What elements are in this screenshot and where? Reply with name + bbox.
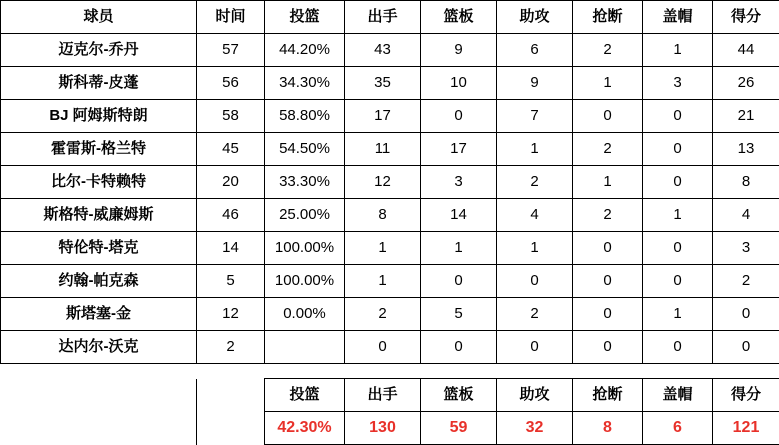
cell-player: 特伦特-塔克 xyxy=(1,232,197,265)
cell-rebounds: 3 xyxy=(421,166,497,199)
column-header-rebounds: 篮板 xyxy=(421,1,497,34)
cell-fg-pct: 25.00% xyxy=(265,199,345,232)
totals-header-points: 得分 xyxy=(713,379,779,412)
table-row xyxy=(1,34,779,67)
cell-blocks: 0 xyxy=(643,265,713,298)
cell-steals: 0 xyxy=(573,331,643,364)
cell-player: 霍雷斯-格兰特 xyxy=(1,133,197,166)
spacer-cell xyxy=(197,364,265,379)
cell-player: 斯格特-威廉姆斯 xyxy=(1,199,197,232)
cell-fg-pct xyxy=(265,331,345,364)
cell-assists: 7 xyxy=(497,100,573,133)
total-rebounds: 59 xyxy=(421,412,497,445)
cell-rebounds: 1 xyxy=(421,232,497,265)
column-header-blocks: 盖帽 xyxy=(643,1,713,34)
total-attempts: 130 xyxy=(345,412,421,445)
table-row xyxy=(1,331,779,364)
cell-attempts: 43 xyxy=(345,34,421,67)
cell-player: 斯塔塞-金 xyxy=(1,298,197,331)
cell-points: 3 xyxy=(713,232,779,265)
header-row xyxy=(1,1,779,34)
cell-rebounds: 17 xyxy=(421,133,497,166)
spacer-cell xyxy=(713,364,779,379)
cell-assists: 0 xyxy=(497,265,573,298)
cell-attempts: 8 xyxy=(345,199,421,232)
cell-player: 迈克尔-乔丹 xyxy=(1,34,197,67)
cell-fg-pct: 58.80% xyxy=(265,100,345,133)
cell-rebounds: 0 xyxy=(421,265,497,298)
cell-steals: 2 xyxy=(573,34,643,67)
totals-header-assists: 助攻 xyxy=(497,379,573,412)
column-header-minutes: 时间 xyxy=(197,1,265,34)
cell-attempts: 17 xyxy=(345,100,421,133)
column-header-assists: 助攻 xyxy=(497,1,573,34)
cell-attempts: 35 xyxy=(345,67,421,100)
cell-minutes: 56 xyxy=(197,67,265,100)
spacer-cell xyxy=(643,364,713,379)
cell-player: 约翰-帕克森 xyxy=(1,265,197,298)
cell-minutes: 58 xyxy=(197,100,265,133)
cell-blocks: 1 xyxy=(643,34,713,67)
total-blocks: 6 xyxy=(643,412,713,445)
cell-player: 达内尔-沃克 xyxy=(1,331,197,364)
totals-header-steals: 抢断 xyxy=(573,379,643,412)
cell-assists: 9 xyxy=(497,67,573,100)
cell-blocks: 3 xyxy=(643,67,713,100)
totals-header-rebounds: 篮板 xyxy=(421,379,497,412)
cell-blocks: 0 xyxy=(643,166,713,199)
cell-points: 4 xyxy=(713,199,779,232)
cell-fg-pct: 33.30% xyxy=(265,166,345,199)
spacer-cell xyxy=(497,364,573,379)
cell-steals: 1 xyxy=(573,67,643,100)
spacer-cell xyxy=(345,364,421,379)
cell-rebounds: 10 xyxy=(421,67,497,100)
table-row xyxy=(1,232,779,265)
cell-minutes: 14 xyxy=(197,232,265,265)
cell-points: 0 xyxy=(713,331,779,364)
cell-minutes: 20 xyxy=(197,166,265,199)
column-header-player: 球员 xyxy=(1,1,197,34)
cell-assists: 2 xyxy=(497,298,573,331)
cell-points: 26 xyxy=(713,67,779,100)
table-row xyxy=(1,199,779,232)
cell-minutes: 57 xyxy=(197,34,265,67)
cell-blocks: 0 xyxy=(643,232,713,265)
cell-fg-pct: 54.50% xyxy=(265,133,345,166)
cell-blocks: 0 xyxy=(643,100,713,133)
cell-steals: 0 xyxy=(573,298,643,331)
totals-header-fg-pct: 投篮 xyxy=(265,379,345,412)
cell-steals: 2 xyxy=(573,133,643,166)
table-row xyxy=(1,100,779,133)
totals-empty xyxy=(197,412,265,445)
totals-empty xyxy=(1,412,197,445)
cell-points: 0 xyxy=(713,298,779,331)
cell-assists: 0 xyxy=(497,331,573,364)
cell-assists: 1 xyxy=(497,133,573,166)
cell-steals: 1 xyxy=(573,166,643,199)
cell-fg-pct: 100.00% xyxy=(265,232,345,265)
totals-header-attempts: 出手 xyxy=(345,379,421,412)
cell-rebounds: 9 xyxy=(421,34,497,67)
cell-minutes: 45 xyxy=(197,133,265,166)
cell-points: 21 xyxy=(713,100,779,133)
totals-header-row xyxy=(1,379,779,412)
table-spacer-row xyxy=(1,364,779,379)
cell-assists: 6 xyxy=(497,34,573,67)
cell-player: BJ 阿姆斯特朗 xyxy=(1,100,197,133)
totals-header-empty xyxy=(1,379,197,412)
cell-points: 8 xyxy=(713,166,779,199)
cell-player: 比尔-卡特赖特 xyxy=(1,166,197,199)
table-header xyxy=(1,1,779,34)
cell-attempts: 2 xyxy=(345,298,421,331)
cell-blocks: 1 xyxy=(643,298,713,331)
cell-minutes: 12 xyxy=(197,298,265,331)
spacer-cell xyxy=(265,364,345,379)
cell-steals: 0 xyxy=(573,232,643,265)
total-assists: 32 xyxy=(497,412,573,445)
cell-fg-pct: 0.00% xyxy=(265,298,345,331)
cell-points: 2 xyxy=(713,265,779,298)
cell-assists: 1 xyxy=(497,232,573,265)
column-header-steals: 抢断 xyxy=(573,1,643,34)
cell-assists: 2 xyxy=(497,166,573,199)
cell-steals: 2 xyxy=(573,199,643,232)
table-row xyxy=(1,298,779,331)
cell-rebounds: 14 xyxy=(421,199,497,232)
cell-rebounds: 0 xyxy=(421,331,497,364)
cell-attempts: 1 xyxy=(345,265,421,298)
cell-minutes: 5 xyxy=(197,265,265,298)
total-fg-pct: 42.30% xyxy=(265,412,345,445)
cell-rebounds: 0 xyxy=(421,100,497,133)
totals-header-empty xyxy=(197,379,265,412)
cell-rebounds: 5 xyxy=(421,298,497,331)
cell-attempts: 11 xyxy=(345,133,421,166)
table-row xyxy=(1,133,779,166)
totals-row xyxy=(1,412,779,445)
cell-fg-pct: 100.00% xyxy=(265,265,345,298)
cell-points: 44 xyxy=(713,34,779,67)
cell-assists: 4 xyxy=(497,199,573,232)
cell-attempts: 0 xyxy=(345,331,421,364)
cell-steals: 0 xyxy=(573,265,643,298)
cell-blocks: 0 xyxy=(643,133,713,166)
cell-minutes: 46 xyxy=(197,199,265,232)
table-row xyxy=(1,67,779,100)
cell-blocks: 1 xyxy=(643,199,713,232)
cell-player: 斯科蒂-皮蓬 xyxy=(1,67,197,100)
table-row xyxy=(1,265,779,298)
table-body xyxy=(1,34,779,445)
cell-fg-pct: 44.20% xyxy=(265,34,345,67)
cell-minutes: 2 xyxy=(197,331,265,364)
cell-points: 13 xyxy=(713,133,779,166)
cell-attempts: 1 xyxy=(345,232,421,265)
column-header-attempts: 出手 xyxy=(345,1,421,34)
total-steals: 8 xyxy=(573,412,643,445)
cell-fg-pct: 34.30% xyxy=(265,67,345,100)
cell-steals: 0 xyxy=(573,100,643,133)
spacer-cell xyxy=(573,364,643,379)
column-header-fg-pct: 投篮 xyxy=(265,1,345,34)
cell-attempts: 12 xyxy=(345,166,421,199)
cell-blocks: 0 xyxy=(643,331,713,364)
spacer-cell xyxy=(421,364,497,379)
spacer-cell xyxy=(1,364,197,379)
total-points: 121 xyxy=(713,412,779,445)
table-row xyxy=(1,166,779,199)
column-header-points: 得分 xyxy=(713,1,779,34)
totals-header-blocks: 盖帽 xyxy=(643,379,713,412)
